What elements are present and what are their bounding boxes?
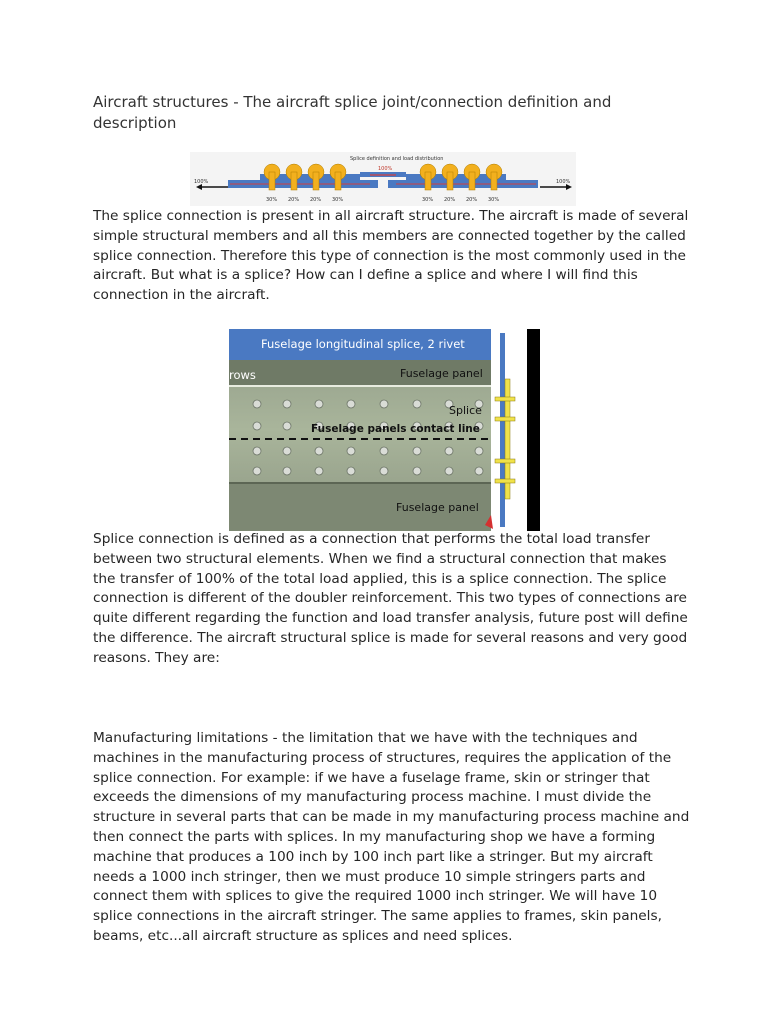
right-row-pct: 20% (444, 197, 456, 203)
right-row-pct: 30% (488, 197, 500, 203)
paragraph-manufacturing-limitations: Manufacturing limitations - the limitation that we have with the techniques and machines in the manufacturing process of structures, requires the application of the splice connection. For example: if we have a fuselage frame, skin or stringer that exceeds the dimensions of my manufacturing process machine. I must divide the structure in several parts that can be made in my manufacturing process machine and then connect the parts with splices. In my manufacturing shop we have a forming machine that produces a 100 inch by 100 inch part like a stringer. But my aircraft needs a 1000 inch stringer, then we must produce 10 simple stringers parts and connect them with splices to give the required 1000 inch stringer. We will have 10 splice connections in the aircraft stringer. The same applies to frames, skin panels, beams, etc...all aircraft structure as splices and need splices. (93, 730, 690, 944)
label-fuselage-panel-bottom: Fuselage panel (396, 501, 479, 514)
right-row-pct: 20% (466, 197, 478, 203)
label-splice: Splice (449, 404, 482, 417)
left-row-pct: 20% (310, 197, 322, 203)
right-row-pct: 30% (422, 197, 434, 203)
splice-diagram-svg (190, 152, 576, 206)
paragraph-definition: Splice connection is defined as a connection that performs the total load transfer between two structural elements. When we find a structural connection that makes the transfer of 100% of the total load applied, this is a splice connection. The splice connection is different of the doubler reinforcement. This two types of connections are quite different regarding the function and load transfer analysis, future post will define the difference. The aircraft structural splice is made for several reasons and very good reasons. They are: (93, 531, 688, 666)
figure-caption: Splice definition and load distribution (350, 156, 444, 162)
paragraph-intro: The splice connection is present in all aircraft structure. The aircraft is made of several simple structural members and all this members are connected together by the called splice connection. Therefore this type of connection is the most commonly used in the aircraft. But what is a splice? How can I define a splice and where I will find this connection in the aircraft. (93, 208, 689, 304)
label-contact-line: Fuselage panels contact line (311, 423, 480, 435)
right-load-label: 100% (556, 179, 571, 185)
fuselage-splice-photo (229, 329, 540, 531)
left-load-label: 100% (194, 179, 209, 185)
page-title: Aircraft structures - The aircraft splice joint/connection definition and description (93, 93, 612, 132)
splice-load-distribution-figure (190, 152, 576, 206)
center-load-label: 100% (378, 166, 393, 172)
left-row-pct: 30% (332, 197, 344, 203)
section-skin (500, 333, 505, 527)
left-row-pct: 30% (266, 197, 278, 203)
photo-header: Fuselage longitudinal splice, 2 rivet rows (229, 329, 491, 360)
label-fuselage-panel-top: Fuselage panel (400, 367, 483, 380)
left-row-pct: 20% (288, 197, 300, 203)
